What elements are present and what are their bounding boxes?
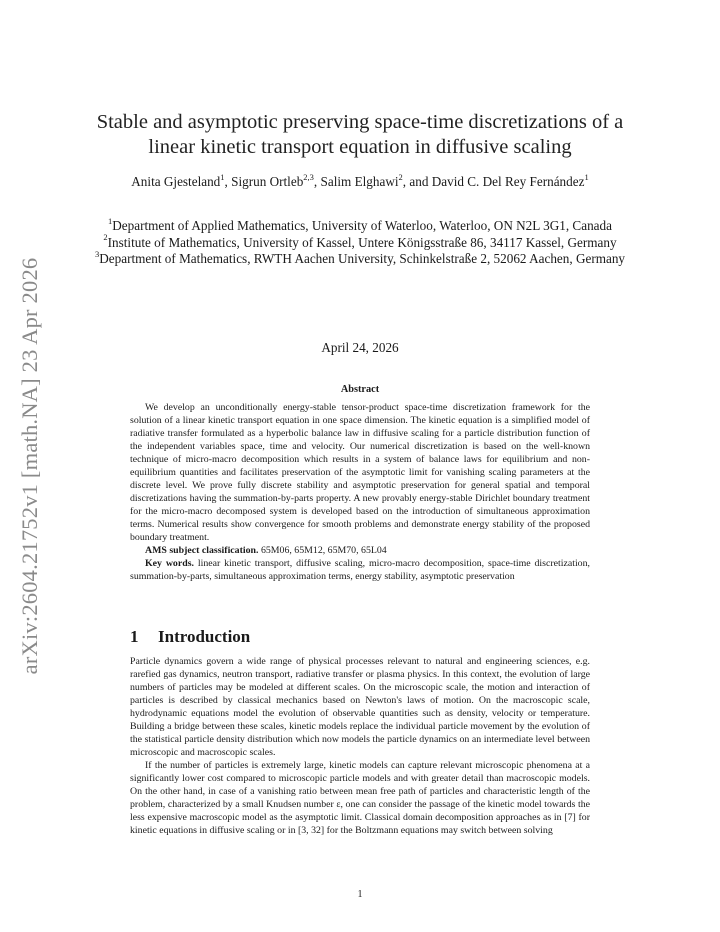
section-heading [130, 627, 590, 647]
page-number: 1 [357, 889, 363, 900]
ams-classification: AMS subject classification. 65M06, 65M12, 65M70, 65L04 [145, 545, 387, 556]
abstract-heading: Abstract [340, 384, 380, 395]
affiliation-3: $^3$Department of Mathematics, RWTH Aachen University, Schinkelstraße 2, 52062 Aachen, Germany [95, 248, 626, 267]
section-body [130, 655, 590, 837]
abstract-text: We develop an unconditionally energy-stable tensor-product space-time discretization framework for the solution of a linear kinetic transport equation in one space dimension. The kinetic equation is a simplified model of radiative transfer formulated as a hyperbolic balance law in diffusive scaling for a particle distribution function of the independent variables space, time and velocity. Our numerical discretization is based on the well-known technique of micro-macro decomposition which results in a system of balance laws for equilibrium and non-equilibrium quantities and facilitates preservation of the asymptotic limit for vanishing scaling parameters at the discrete level. We prove fully discrete stability and asymptotic preservation for general spatial and temporal discretizations having the summation-by-parts property. A new provably energy-stable Dirichlet boundary treatment for the micro-macro decomposed system is developed based on the introduction of simultaneous approximation terms. Numerical results show convergence for smooth problems and demonstrate energy stability of the proposed boundary treatment. [130, 402, 590, 543]
author-3: Salim Elghawi$^2$, and [320, 171, 432, 189]
abstract-body [130, 401, 590, 583]
intro-paragraph-2: If the number of particles is extremely large, kinetic models can capture relevant microscopic phenomena at a significantly lower cost compared to microscopic particle models and with greater detail than macroscopic models. On the other hand, in case of a vanishing ratio between mean free path of particles and characteristic length of the problem, characterized by a small Knudsen number ε, one can consider the passage of the kinetic model towards the less expensive macroscopic model as the asymptotic limit. Classical domain decomposition approaches as in [7] for kinetic equations in diffusive scaling or in [3, 32] for the Boltzmann equations may switch between solving [130, 760, 590, 836]
keywords: Key words. linear kinetic transport, diffusive scaling, micro-macro decomposition, space-time discretization, summation-by-parts, simultaneous approximation terms, energy stability, asymptotic preservation [130, 558, 590, 582]
arxiv-identifier-text: arXiv:2604.21752v1 [math.NA] 23 Apr 2026 [17, 257, 42, 675]
intro-paragraph-1: Particle dynamics govern a wide range of physical processes relevant to natural and engineering sciences, e.g. rarefied gas dynamics, neutron transport, radiative transfer or plasma physics. In this context, the evolution of large numbers of particles may be modeled at different scales. On the microscopic scale, the motion and interaction of particles is described by classical mechanics based on Newton's laws of motion. On the macroscopic scale, hydrodynamic equations model the evolution of observable quantities such as density, velocity or temperature. Building a bridge between these scales, kinetic models replace the individual particle movement by the evolution of the statistical particle density distribution which now models the particle dynamics on an intermediate level between microscopic and macroscopic scales. [130, 656, 590, 758]
affiliation-list [95, 215, 626, 268]
paper-title: Stable and asymptotic preserving space-time discretizations of a linear kinetic transport equation in diffusive scaling [96, 111, 624, 158]
author-4: David C. Del Rey Fernández$^1$ [431, 171, 589, 189]
author-2: Sigrun Ortleb$^{2,3}$, [231, 171, 321, 189]
affiliation-1: $^1$Department of Applied Mathematics, University of Waterloo, Waterloo, ON N2L 3G1, Canada [108, 215, 612, 233]
affiliation-2: $^2$Institute of Mathematics, University of Kassel, Untere Königsstraße 86, 34117 Kassel, Germany [103, 232, 617, 250]
author-1: Anita Gjesteland$^1$, [131, 171, 232, 189]
author-list [110, 173, 610, 191]
publication-date: April 24, 2026 [321, 340, 399, 355]
section-title: Introduction [158, 627, 251, 646]
section-number: 1 [130, 627, 139, 646]
